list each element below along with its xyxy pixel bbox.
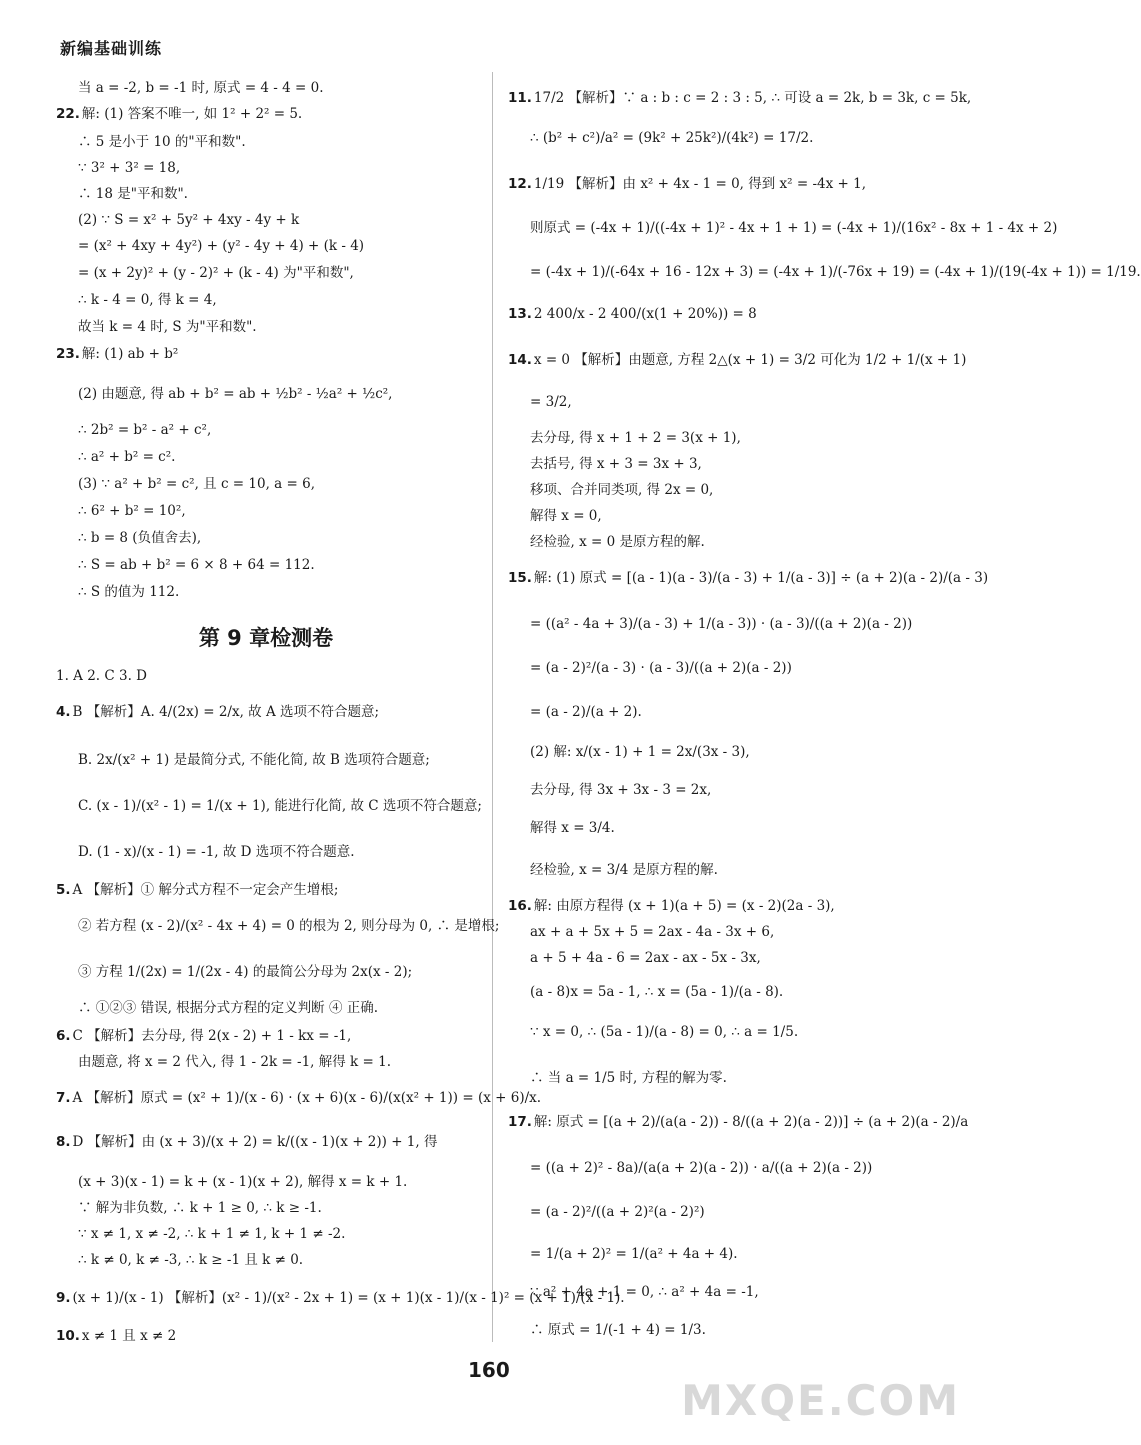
answer-text: 解: (1) 答案不唯一, 如 1² + 2² = 5. (81, 106, 303, 122)
answer-line (56, 210, 476, 230)
answer-line (56, 528, 476, 548)
answer-text: = (x + 2y)² + (y - 2)² + (k - 4) 为"平和数", (78, 265, 354, 281)
answer-line (508, 1112, 969, 1132)
answer-text: x = 0 【解析】由题意, 方程 2△(x + 1) = 3/2 可化为 1/2 + 1/(x + 1) (533, 352, 967, 368)
answer-text: 解: 由原方程得 (x + 1)(a + 5) = (x - 2)(2a - 3), (533, 898, 835, 914)
answer-text: 解得 x = 0, (530, 508, 602, 524)
answer-text: a + 5 + 4a - 6 = 2ax - ax - 5x - 3x, (530, 950, 761, 966)
answer-line (508, 1244, 948, 1264)
answer-line (56, 104, 476, 124)
answer-line (56, 1172, 476, 1192)
answer-line (508, 218, 1058, 238)
answer-line (56, 1052, 476, 1072)
answer-line (56, 184, 476, 204)
answer-text: (2) ∵ S = x² + 5y² + 4xy - 4y + k (78, 212, 300, 228)
answer-text: D 【解析】由 (x + 3)/(x + 2) = k/((x - 1)(x + 2)) + 1, 得 (72, 1134, 438, 1150)
answer-text: B. 2x/(x² + 1) 是最简分式, 不能化简, 故 B 选项符合题意; (78, 752, 430, 768)
answer-line (56, 962, 476, 982)
answer-text: ∴ ①②③ 错误, 根据分式方程的定义判断 ④ 正确. (78, 1000, 379, 1016)
answer-text: ∵ 3² + 3² = 18, (78, 160, 181, 176)
answer-line (56, 842, 476, 862)
answer-line (508, 480, 948, 500)
answer-text: (a - 8)x = 5a - 1, ∴ x = (5a - 1)/(a - 8). (530, 984, 784, 1000)
answer-line (56, 132, 476, 152)
question-number: 10. (56, 1328, 80, 1344)
answer-line (508, 568, 989, 588)
question-number: 15. (508, 570, 532, 586)
answer-text: 当 a = -2, b = -1 时, 原式 = 4 - 4 = 0. (78, 80, 324, 96)
answer-line (56, 666, 476, 686)
answer-line (508, 860, 948, 880)
answer-line (56, 1288, 625, 1308)
answer-line (56, 420, 476, 440)
answer-text: 则原式 = (-4x + 1)/((-4x + 1)² - 4x + 1 + 1) = (-4x + 1)/(16x² - 8x + 1 - 4x + 2) (530, 220, 1058, 236)
answer-line (508, 88, 972, 108)
answer-text: = (x² + 4xy + 4y²) + (y² - 4y + 4) + (k - 4) (78, 238, 365, 254)
answer-line (56, 750, 476, 770)
answer-line (56, 384, 476, 404)
answer-text: (x + 1)/(x - 1) 【解析】(x² - 1)/(x² - 2x + 1) = (x + 1)(x - 1)/(x - 1)² = (x + 1)/(x - 1). (72, 1290, 625, 1306)
answer-line (56, 290, 476, 310)
answer-line (508, 1022, 948, 1042)
answer-text: 解: (1) ab + b² (81, 346, 179, 362)
answer-line (56, 582, 476, 602)
answer-text: x ≠ 1 且 x ≠ 2 (81, 1328, 177, 1344)
answer-text: = ((a + 2)² - 8a)/(a(a + 2)(a - 2)) · a/((a + 2)(a - 2)) (530, 1160, 873, 1176)
answer-line (508, 532, 948, 552)
answer-line (56, 501, 476, 521)
answer-text: = (a - 2)²/((a + 2)²(a - 2)²) (530, 1204, 705, 1220)
answer-line (508, 428, 948, 448)
answer-line (56, 555, 476, 575)
answer-line (508, 614, 948, 634)
answer-line (508, 262, 1141, 282)
answer-text: 解得 x = 3/4. (530, 820, 615, 836)
question-number: 9. (56, 1290, 71, 1306)
answer-line (508, 702, 948, 722)
answer-text: C 【解析】去分母, 得 2(x - 2) + 1 - kx = -1, (72, 1028, 352, 1044)
answer-text: ∵ 解为非负数, ∴ k + 1 ≥ 0, ∴ k ≥ -1. (78, 1200, 322, 1216)
answer-text: 由题意, 将 x = 2 代入, 得 1 - 2k = -1, 解得 k = 1. (78, 1054, 392, 1070)
answer-text: 去分母, 得 x + 1 + 2 = 3(x + 1), (530, 430, 741, 446)
answer-text: ∴ 原式 = 1/(-1 + 4) = 1/3. (530, 1322, 706, 1338)
answer-line (56, 344, 476, 364)
question-number: 6. (56, 1028, 71, 1044)
question-number: 14. (508, 352, 532, 368)
answer-text: 去分母, 得 3x + 3x - 3 = 2x, (530, 782, 712, 798)
answer-line (56, 702, 476, 722)
answer-text: 经检验, x = 3/4 是原方程的解. (530, 862, 718, 878)
answer-text: ③ 方程 1/(2x) = 1/(2x - 4) 的最简公分母为 2x(x - 2); (78, 964, 413, 980)
answer-line (508, 1282, 948, 1302)
answer-text: ∴ k ≠ 0, k ≠ -3, ∴ k ≥ -1 且 k ≠ 0. (78, 1252, 304, 1268)
answer-text: ∵ x = 0, ∴ (5a - 1)/(a - 8) = 0, ∴ a = 1/5. (530, 1024, 799, 1040)
answer-line (56, 1326, 476, 1346)
question-number: 13. (508, 306, 532, 322)
answer-line (508, 1068, 948, 1088)
answer-text: 1/19 【解析】由 x² + 4x - 1 = 0, 得到 x² = -4x + 1, (533, 176, 866, 192)
answer-text: ∴ b = 8 (负值舍去), (78, 530, 202, 546)
answer-text: 解: 原式 = [(a + 2)/(a(a - 2)) - 8/((a + 2)(a - 2))] ÷ (a + 2)(a - 2)/a (533, 1114, 969, 1130)
answer-text: ∴ S 的值为 112. (78, 584, 180, 600)
answer-text: 经检验, x = 0 是原方程的解. (530, 534, 705, 550)
question-number: 7. (56, 1090, 71, 1106)
chapter-title: 第 9 章检测卷 (198, 626, 334, 650)
answer-line (508, 742, 948, 762)
answer-line (56, 1250, 476, 1270)
answer-line (508, 454, 948, 474)
question-number: 17. (508, 1114, 532, 1130)
question-number: 8. (56, 1134, 71, 1150)
answer-line (56, 1224, 476, 1244)
answer-line (56, 916, 500, 936)
question-number: 11. (508, 90, 532, 106)
answer-line (508, 128, 948, 148)
answer-line (508, 818, 948, 838)
answer-line (508, 350, 967, 370)
question-number: 5. (56, 882, 71, 898)
answer-text: ∴ 2b² = b² - a² + c², (78, 422, 212, 438)
answer-text: 故当 k = 4 时, S 为"平和数". (78, 319, 257, 335)
answer-line (508, 948, 948, 968)
answer-text: B 【解析】A. 4/(2x) = 2/x, 故 A 选项不符合题意; (72, 704, 380, 720)
answer-line (56, 263, 476, 283)
answer-line (508, 174, 948, 194)
answer-line (56, 447, 476, 467)
book-title: 新编基础训练 (60, 39, 163, 58)
answer-line (56, 1088, 542, 1108)
answer-text: ∵ x ≠ 1, x ≠ -2, ∴ k + 1 ≠ 1, k + 1 ≠ -2. (78, 1226, 346, 1242)
answer-text: = ((a² - 4a + 3)/(a - 3) + 1/(a - 3)) · (a - 3)/((a + 2)(a - 2)) (530, 616, 913, 632)
answer-line (56, 998, 476, 1018)
answer-text: 1. A 2. C 3. D (56, 668, 147, 684)
answer-line (508, 1202, 948, 1222)
answer-text: 解: (1) 原式 = [(a - 1)(a - 3)/(a - 3) + 1/(a - 3)] ÷ (a + 2)(a - 2)/(a - 3) (533, 570, 989, 586)
answer-line (56, 796, 482, 816)
answer-text: 去括号, 得 x + 3 = 3x + 3, (530, 456, 702, 472)
answer-line (56, 474, 476, 494)
question-number: 4. (56, 704, 71, 720)
answer-line (508, 506, 948, 526)
answer-line (508, 1158, 948, 1178)
answer-line (508, 1320, 948, 1340)
answer-line (56, 317, 476, 337)
question-number: 16. (508, 898, 532, 914)
answer-line (56, 78, 476, 98)
answer-text: 2 400/x - 2 400/(x(1 + 20%)) = 8 (533, 306, 757, 322)
answer-text: ax + a + 5x + 5 = 2ax - 4a - 3x + 6, (530, 924, 775, 940)
answer-text: (2) 由题意, 得 ab + b² = ab + ½b² - ½a² + ½c², (78, 386, 393, 402)
question-number: 12. (508, 176, 532, 192)
question-number: 23. (56, 346, 80, 362)
answer-text: ∴ k - 4 = 0, 得 k = 4, (78, 292, 217, 308)
answer-line (56, 1132, 476, 1152)
answer-line (56, 1198, 476, 1218)
question-number: 22. (56, 106, 80, 122)
watermark-logo: MXQE.COM (681, 1376, 960, 1425)
answer-text: ∴ a² + b² = c². (78, 449, 176, 465)
answer-text: D. (1 - x)/(x - 1) = -1, 故 D 选项不符合题意. (78, 844, 355, 860)
answer-text: (2) 解: x/(x - 1) + 1 = 2x/(3x - 3), (530, 744, 750, 760)
answer-text: ∴ S = ab + b² = 6 × 8 + 64 = 112. (78, 557, 315, 573)
answer-line (56, 880, 476, 900)
answer-text: ∴ 当 a = 1/5 时, 方程的解为零. (530, 1070, 727, 1086)
answer-line (508, 780, 948, 800)
answer-line (508, 658, 948, 678)
answer-text: = 3/2, (530, 394, 572, 410)
answer-line (56, 1026, 476, 1046)
answer-text: ② 若方程 (x - 2)/(x² - 4x + 4) = 0 的根为 2, 则分母为 0, ∴ 是增根; (78, 918, 500, 934)
answer-line (508, 392, 948, 412)
answer-line (508, 982, 948, 1002)
answer-text: (x + 3)(x - 1) = k + (x - 1)(x + 2), 解得 x = k + 1. (78, 1174, 408, 1190)
answer-line (508, 896, 948, 916)
answer-text: ∴ 6² + b² = 10², (78, 503, 186, 519)
answer-text: A 【解析】① 解分式方程不一定会产生增根; (72, 882, 339, 898)
answer-text: 移项、合并同类项, 得 2x = 0, (530, 482, 714, 498)
answer-text: ∴ 18 是"平和数". (78, 186, 188, 202)
answer-text: = (a - 2)/(a + 2). (530, 704, 642, 720)
answer-line (508, 304, 948, 324)
page-number: 160 (468, 1358, 510, 1382)
answer-text: ∵ a² + 4a + 1 = 0, ∴ a² + 4a = -1, (530, 1284, 759, 1300)
answer-text: A 【解析】原式 = (x² + 1)/(x - 6) · (x + 6)(x - 6)/(x(x² + 1)) = (x + 6)/x. (72, 1090, 542, 1106)
answer-text: 17/2 【解析】∵ a : b : c = 2 : 3 : 5, ∴ 可设 a = 2k, b = 3k, c = 5k, (533, 90, 972, 106)
answer-text: (3) ∵ a² + b² = c², 且 c = 10, a = 6, (78, 476, 315, 492)
column-divider (492, 72, 493, 1342)
answer-text: = (a - 2)²/(a - 3) · (a - 3)/((a + 2)(a - 2)) (530, 660, 792, 676)
answer-line (508, 922, 948, 942)
answer-text: ∴ 5 是小于 10 的"平和数". (78, 134, 246, 150)
answer-text: = (-4x + 1)/(-64x + 16 - 12x + 3) = (-4x + 1)/(-76x + 19) = (-4x + 1)/(19(-4x + 1)) = 1/19. (530, 264, 1141, 280)
answer-text: ∴ (b² + c²)/a² = (9k² + 25k²)/(4k²) = 17/2. (530, 130, 814, 146)
answer-line (56, 158, 476, 178)
answer-text: = 1/(a + 2)² = 1/(a² + 4a + 4). (530, 1246, 738, 1262)
answer-text: C. (x - 1)/(x² - 1) = 1/(x + 1), 能进行化简, 故 C 选项不符合题意; (78, 798, 482, 814)
answer-line (56, 236, 476, 256)
